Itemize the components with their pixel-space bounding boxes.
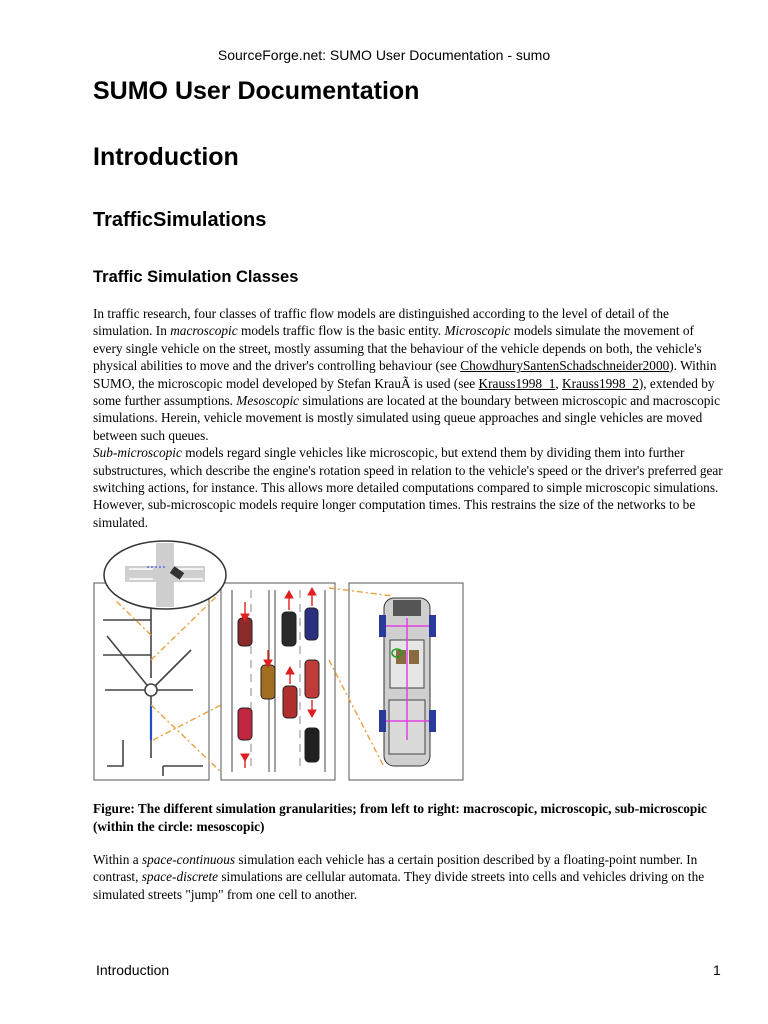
emphasis-microscopic: Microscopic [444, 323, 511, 339]
text: models regard single vehicles like microscopic, but extend them by dividing them into further substructures, which describe the engine's rotation speed in relation to the vehicle's speed or the driver's preferred gear switching actions, for instance. This allows more detailed computations compared to simple microscopic simulations. However, sub-microscopic models require longer computation times. This restrains the size of the networks to be simulated. [93, 445, 723, 530]
emphasis-submicroscopic: Sub-microscopic [93, 445, 182, 461]
submicroscopic-panel [349, 583, 463, 780]
text: simulation each vehicle has a certain position described by a floating-point number. In contrast, [93, 852, 698, 885]
page-header: SourceForge.net: SUMO User Documentation - sumo [217, 47, 551, 63]
subsection-heading: TrafficSimulations [93, 209, 267, 231]
footer-page-number: 1 [713, 962, 721, 978]
emphasis-macroscopic: macroscopic [170, 323, 238, 339]
text: simulations are cellular automata. They divide streets into cells and vehicles driving on the simulated streets "jump" from one cell to another. [93, 869, 705, 902]
emphasis-space-continuous: space-continuous [141, 852, 236, 867]
footer-section: Introduction [96, 962, 170, 978]
link-chowdhury[interactable]: ChowdhurySantenSchadschneider2000 [460, 358, 670, 374]
subsubsection-heading: Traffic Simulation Classes [93, 268, 299, 286]
link-krauss1998-1[interactable]: Krauss1998_1 [478, 375, 556, 391]
figure-caption: Figure: The different simulation granularities; from left to right: macroscopic, microscopic, sub-microscopic (within the circle: mesoscopic) [93, 801, 707, 834]
paragraph-1 [93, 305, 723, 444]
paragraph-simulation-classes [93, 305, 723, 531]
emphasis-mesoscopic: Mesoscopic [236, 393, 300, 409]
text: Within a [93, 852, 142, 867]
paragraph-space-continuous [93, 851, 723, 903]
mesoscopic-circle [104, 541, 226, 609]
text: ). Within SUMO, the microscopic model developed by Stefan KrauÃ is used (see [93, 358, 717, 391]
microscopic-panel [221, 583, 335, 780]
text: models traffic flow is the basic entity. [237, 323, 445, 339]
paragraph-2 [93, 444, 723, 531]
section-heading: Introduction [93, 143, 239, 171]
link-krauss1998-2[interactable]: Krauss1998_2 [562, 375, 639, 391]
simulation-granularities-figure [93, 540, 473, 786]
text: ), extended by some further assumptions. [93, 375, 715, 409]
text: In traffic research, four classes of traffic flow models are distinguished according to the level of detail of the simulation. In [93, 306, 669, 339]
document-title: SUMO User Documentation [93, 77, 420, 105]
text: models simulate the movement of every single vehicle on the street, mostly assuming that the behaviour of the vehicle depends on both, the vehicle's physical abilities to move and the driver's controlling behaviour (see [93, 323, 702, 374]
macroscopic-panel [94, 583, 209, 780]
paragraph-3 [93, 851, 723, 903]
emphasis-space-discrete: space-discrete [141, 869, 219, 885]
text: simulations are located at the boundary between microscopic and macroscopic simulations. Herein, vehicle movement is mostly simulated using queue approaches and single vehicles are moved between such queues. [93, 393, 720, 443]
text: , [555, 375, 563, 391]
